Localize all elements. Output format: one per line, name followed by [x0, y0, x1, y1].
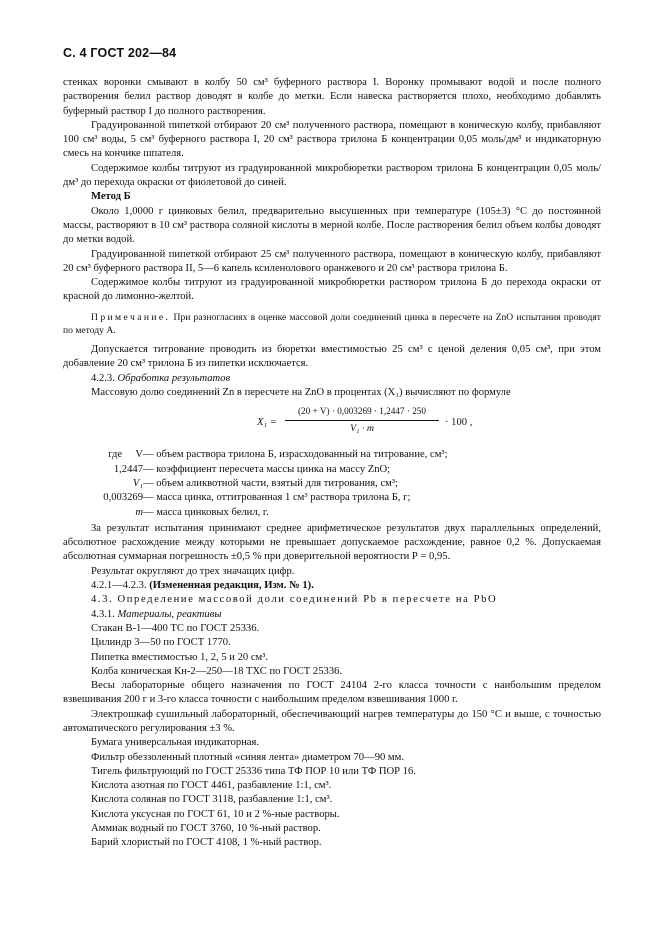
definition-symbol: 1,2447 [113, 463, 143, 475]
definition-text: — объем аликвотной части, взятый для титрования, см³; [143, 477, 398, 489]
paragraph: Содержимое колбы титруют из градуированной микробюретки раствором трилона Б до перехода окраски от красной до лимонно-желтой. [63, 277, 601, 303]
section-number: 4.3.1. [91, 608, 115, 620]
note-text: При разногласиях в оценке массовой доли соединений цинка в пересчете на ZnO испытания проводят по методу А. [63, 311, 601, 336]
definition-row [63, 448, 601, 462]
amendment-range: 4.2.1—4.2.3. [91, 580, 147, 592]
definitions-list [63, 448, 601, 519]
material-item: Цилиндр 3—50 по ГОСТ 1770. [91, 637, 231, 649]
section-heading [63, 372, 601, 386]
definition-row [63, 506, 601, 520]
formula-denominator: V₁ · m [350, 422, 374, 434]
section-number: 4.2.3. [91, 372, 115, 384]
definition-symbol: V₁ [132, 477, 143, 489]
formula [63, 404, 601, 444]
material-item: Колба коническая Кн-2—250—18 ТХС по ГОСТ 25336. [91, 665, 343, 677]
method-heading: Метод Б [91, 191, 131, 203]
definition-text: — объем раствора трилона Б, израсходованный на титрование, см³; [143, 449, 448, 461]
material-item: Электрошкаф сушильный лабораторный, обеспечивающий нагрев температуры до 150 °С и выше, с точностью автоматического регулирования ±3 %. [63, 708, 601, 734]
paragraph: Допускается титрование проводить из бюретки вместимостью 25 см³ с ценой деления 0,05 см³, при этом добавление 20 см³ трилона Б из пипетки исключается. [63, 344, 601, 370]
material-item: Весы лабораторные общего назначения по ГОСТ 24104 2-го класса точности с наибольшим пределом взвешивания 200 г и 3-го класса точности с наибольшим пределом взвешивания 1000 г. [63, 680, 601, 706]
paragraph: Около 1,0000 г цинковых белил, предварительно высушенных при температуре (105±3) °С до постоянной массы, растворяют в 10 см³ раствора соляной кислоты в мерной колбе. После растворения белил объем колбы доводят до метки водой. [63, 205, 601, 246]
material-item: Кислота соляная по ГОСТ 3118, разбавление 1:1, см³. [91, 794, 333, 806]
section-heading [63, 608, 601, 622]
amendment-text: (Измененная редакция, Изм. № 1). [149, 580, 314, 592]
note [63, 311, 601, 337]
definition-row [63, 491, 601, 505]
material-item: Пипетка вместимостью 1, 2, 5 и 20 см³. [91, 651, 269, 663]
definition-symbol: m [135, 506, 143, 518]
paragraph: Массовую долю соединений Zn в пересчете на ZnO в процентах (X₁) вычисляют по формуле [91, 387, 511, 399]
paragraph: Результат округляют до трех значащих цифр. [91, 565, 295, 577]
paragraph: За результат испытания принимают среднее арифметическое результатов двух параллельных определений, абсолютное расхождение между которыми не превышает допускаемое расхождение, равное 0,2 %. Допускаемая абсолютная суммарная погрешность ±0,5 % при доверительной вероятности Р = 0,95. [63, 522, 601, 563]
material-item: Кислота уксусная по ГОСТ 61, 10 и 2 %-ные растворы. [91, 808, 340, 820]
formula-rhs: · 100 , [445, 417, 473, 429]
definition-text: — коэффициент пересчета массы цинка на массу ZnO; [143, 463, 391, 475]
section-title: Материалы, реактивы [117, 608, 222, 620]
definition-row [63, 477, 601, 491]
amendment-note [63, 579, 601, 593]
material-item: Кислота азотная по ГОСТ 4461, разбавление 1:1, см³. [91, 780, 332, 792]
definition-symbol: 0,003269 [103, 492, 143, 504]
definition-row [63, 463, 601, 477]
material-item: Стакан В-1—400 ТС по ГОСТ 25336. [91, 622, 260, 634]
document-body [63, 76, 601, 851]
formula-fraction [285, 404, 439, 436]
material-item: Барий хлористый по ГОСТ 4108, 1 %-ный раствор. [91, 837, 322, 849]
material-item: Аммиак водный по ГОСТ 3760, 10 %-ный раствор. [91, 823, 321, 835]
paragraph: стенках воронки смывают в колбу 50 см³ буферного раствора I. Воронку промывают водой и после полного растворения белил раствор доводят в колбе до метки. Если навеска растворяется плохо, необходимо добавлять буферный раствор I до полного растворения. [63, 77, 601, 117]
paragraph: Градуированной пипеткой отбирают 25 см³ полученного раствора, помещают в коническую колбу, прибавляют 20 см³ буферного раствора II, 5—6 капель ксиленолового оранжевого и 20 см³ раствора трилона Б. [63, 248, 601, 274]
paragraph: Содержимое колбы титруют из градуированной микробюретки раствором трилона Б концентрации 0,05 моль/дм³ до перехода окраски от фиолетовой до синей. [63, 162, 601, 189]
page-header: С. 4 ГОСТ 202—84 [63, 46, 177, 60]
definition-text: — масса цинка, оттитрованная 1 см³ раствора трилона Б, г; [143, 492, 411, 504]
section-heading: 4.3. Определение массовой доли соединений Pb в пересчете на PbO [91, 594, 498, 606]
note-label: Примечание. [91, 311, 171, 323]
formula-numerator: (20 + V) · 0,003269 · 1,2447 · 250 [285, 404, 439, 420]
paragraph: Градуированной пипеткой отбирают 20 см³ полученного раствора, помещают в коническую колбу, прибавляют 100 см³ воды, 5 см³ буферного раствора I, 20 см³ раствора трилона Б концентрации 0,05 моль/дм³ и индикаторную смесь на кончике шпателя. [63, 119, 601, 160]
section-title: Обработка результатов [117, 372, 231, 384]
material-item: Бумага универсальная индикаторная. [91, 737, 260, 749]
definition-symbol: где V [108, 449, 143, 461]
material-item: Фильтр обеззоленный плотный «синяя лента» диаметром 70—90 мм. [91, 751, 404, 763]
formula-lhs: X₁ = [257, 417, 277, 429]
definition-text: — масса цинковых белил, г. [143, 506, 269, 518]
material-item: Тигель фильтрующий по ГОСТ 25336 типа ТФ ПОР 10 или ТФ ПОР 16. [91, 765, 416, 777]
